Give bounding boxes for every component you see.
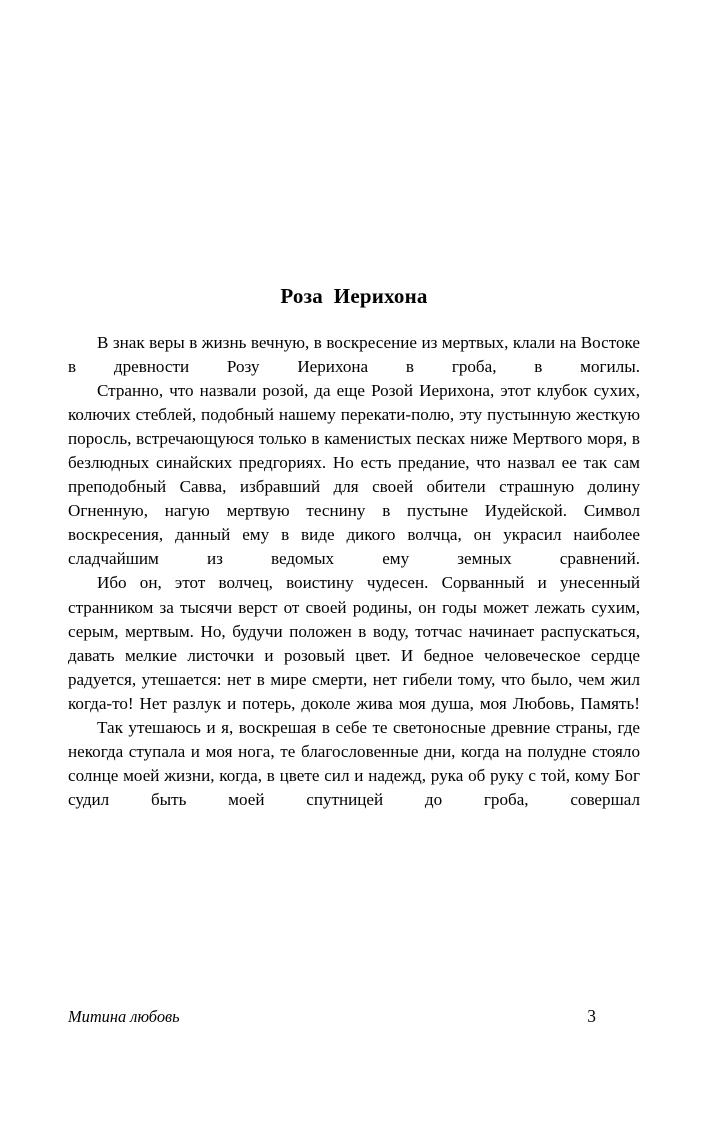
page-number: 3	[587, 1006, 596, 1026]
chapter-title: Роза Иерихона	[280, 284, 428, 308]
text-column	[68, 283, 640, 812]
page-footer	[68, 1006, 596, 1027]
running-head: Митина любовь	[68, 1007, 180, 1026]
paragraph: В знак веры в жизнь вечную, в воскресение из мертвых, клали на Востоке в древности Розу Иерихона в гроба, в могилы.	[68, 333, 640, 377]
paragraph: Так утешаюсь и я, воскрешая в себе те светоносные древние страны, где некогда ступала и моя нога, те благословенные дни, когда на полудне стояло солнце моей жизни, когда, в цвете сил и надежд, рука об руку с той, кому Бог судил быть моей спутницей до гроба, совершал	[68, 717, 640, 809]
paragraph: Ибо он, этот волчец, воистину чудесен. Сорванный и унесенный странником за тысячи верст от своей родины, он годы может лежать сухим, серым, мертвым. Но, будучи положен в воду, тотчас начинает распускаться, давать мелкие листочки и розовый цвет. И бедное человеческое сердце радуется, утешается: нет в мире смерти, нет гибели тому, что было, чем жил когда-то! Нет разлук и потерь, доколе жива моя душа, моя Любовь, Память!	[68, 573, 640, 713]
paragraph: Странно, что назвали розой, да еще Розой Иерихона, этот клубок сухих, колючих стеблей, подобный нашему перекати-полю, эту пустынную жесткую поросль, встречающуюся только в каменистых песках ниже Мертвого моря, в безлюдных синайских предгориях. Но есть предание, что назвал ее так сам преподобный Савва, избравший для своей обители страшную долину Огненную, нагую мертвую теснину в пустыне Иудейской. Символ воскресения, данный ему в виде дикого волчца, он украсил наиболее сладчайшим из ведомых ему земных сравнений.	[68, 381, 640, 569]
body-text	[68, 331, 640, 812]
